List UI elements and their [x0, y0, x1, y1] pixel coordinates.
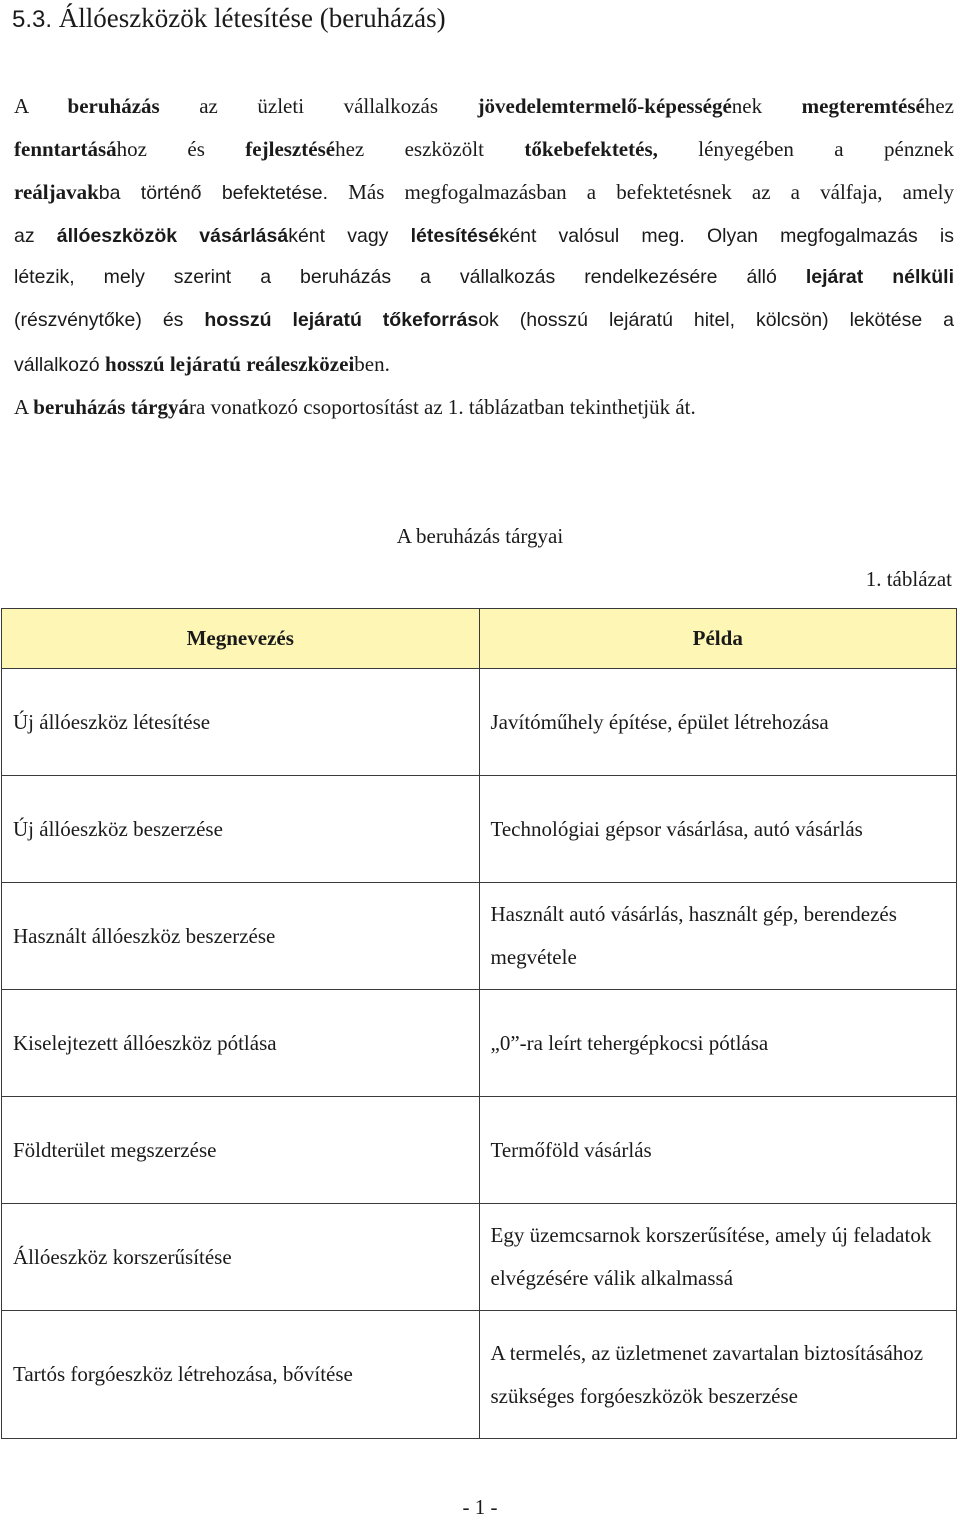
- investment-objects-table: [1, 608, 957, 1439]
- table-cell-example: „0”-ra leírt tehergépkocsi pótlása: [479, 990, 957, 1097]
- column-header-example: Példa: [479, 609, 957, 669]
- table-cell-example: Termőföld vásárlás: [479, 1097, 957, 1204]
- paragraph-line-3: [14, 180, 954, 205]
- table-row: [2, 669, 957, 776]
- text: lényegében a pénznek: [657, 137, 954, 161]
- table-number: 1. táblázat: [865, 567, 952, 591]
- paragraph-line-1: [14, 94, 954, 119]
- text: ok (hosszú lejáratú hitel, kölcsön) lekötése a: [478, 309, 954, 331]
- term: megteremtésé: [801, 94, 925, 118]
- page-number: - 1 -: [462, 1495, 498, 1519]
- table-row: [2, 1204, 957, 1311]
- text: Olyan megfogalmazás is: [684, 225, 955, 247]
- text: az üzleti vállalkozás: [159, 94, 478, 118]
- text: Más megfogalmazásban a befektetésnek az a válfaja, amely: [328, 180, 954, 204]
- text: ként valósul meg.: [499, 225, 685, 247]
- table-row: [2, 990, 957, 1097]
- text: A: [14, 94, 68, 118]
- table-cell-name: Használt állóeszköz beszerzése: [2, 883, 480, 990]
- paragraph-line-4: [14, 223, 954, 248]
- paragraph-line-2: [14, 137, 954, 162]
- text: hez eszközölt: [335, 137, 525, 161]
- term: létesítésé: [410, 225, 500, 247]
- paragraph-line-7: [14, 352, 390, 377]
- table-cell-example: Egy üzemcsarnok korszerűsítése, amely új feladatok elvégzésére válik alkalmassá: [479, 1204, 957, 1311]
- table-cell-name: Földterület megszerzése: [2, 1097, 480, 1204]
- table-caption: A beruházás tárgyai: [396, 524, 564, 548]
- column-header-name: Megnevezés: [2, 609, 480, 669]
- table-header-row: [2, 609, 957, 669]
- text: ben.: [354, 352, 390, 376]
- table-cell-name: Új állóeszköz létesítése: [2, 669, 480, 776]
- table-cell-name: Állóeszköz korszerűsítése: [2, 1204, 480, 1311]
- text: létezik, mely szerint a beruházás a vállalkozás rendelkezésére álló: [14, 266, 806, 288]
- text: hoz és: [116, 137, 246, 161]
- section-number: 5.3.: [12, 6, 53, 33]
- text: A: [14, 395, 34, 419]
- table-row: [2, 1311, 957, 1439]
- table-cell-example: Használt autó vásárlás, használt gép, berendezés megvétele: [479, 883, 957, 990]
- table-cell-example: A termelés, az üzletmenet zavartalan biztosításához szükséges forgóeszközök beszerzése: [479, 1311, 957, 1439]
- term: fenntartásá: [14, 137, 117, 161]
- term: beruházás: [67, 94, 160, 118]
- text: ként vagy: [288, 225, 411, 247]
- term: állóeszközök vásárlásá: [56, 225, 289, 247]
- table-row: [2, 1097, 957, 1204]
- section-heading: [12, 3, 446, 34]
- term: reáljavak: [14, 180, 99, 204]
- table-cell-example: Technológiai gépsor vásárlása, autó vásárlás: [479, 776, 957, 883]
- term: jövedelemtermelő-képességé: [477, 94, 732, 118]
- paragraph-line-6: [14, 309, 954, 332]
- table-cell-example: Javítóműhely építése, épület létrehozása: [479, 669, 957, 776]
- table-row: [2, 776, 957, 883]
- paragraph-line-5: [14, 266, 954, 289]
- table-row: [2, 883, 957, 990]
- table-cell-name: Új állóeszköz beszerzése: [2, 776, 480, 883]
- term: beruházás tárgyá: [33, 395, 190, 419]
- term: fejlesztésé: [245, 137, 336, 161]
- text: nek: [731, 94, 802, 118]
- text: ra vonatkozó csoportosítást az 1. táblázatban tekinthetjük át.: [189, 395, 696, 419]
- table-cell-name: Tartós forgóeszköz létrehozása, bővítése: [2, 1311, 480, 1439]
- paragraph-line-8: [14, 395, 696, 420]
- table-cell-name: Kiselejtezett állóeszköz pótlása: [2, 990, 480, 1097]
- section-title: Állóeszközök létesítése (beruházás): [58, 3, 446, 33]
- term: tőkebefektetés,: [524, 137, 658, 161]
- term: hosszú lejáratú tőkeforrás: [204, 309, 479, 331]
- text: (részvénytőke) és: [14, 309, 205, 331]
- text: az: [14, 225, 57, 247]
- text: hez: [924, 94, 954, 118]
- term: lejárat nélküli: [805, 266, 954, 288]
- term: hosszú lejáratú reáleszközei: [105, 352, 355, 376]
- text: vállalkozó: [14, 354, 106, 376]
- text: ba történő befektetése.: [98, 182, 329, 204]
